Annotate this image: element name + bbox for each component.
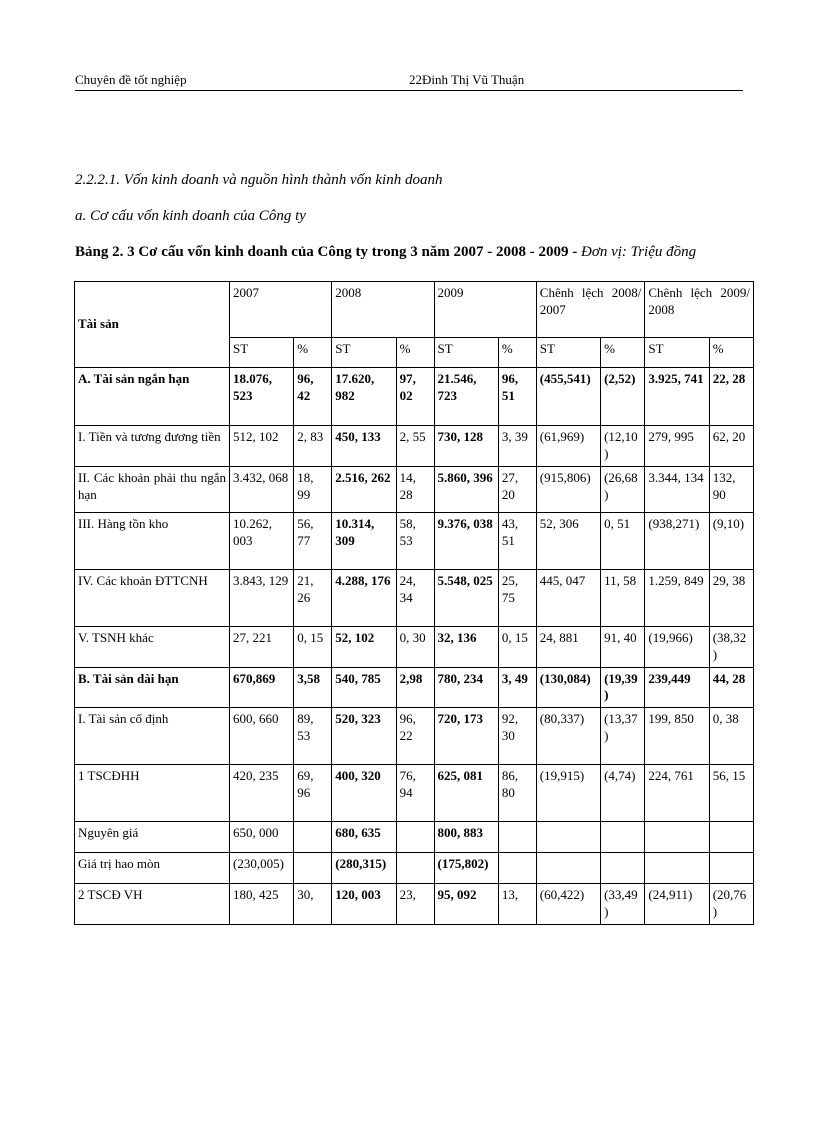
row-cell: (938,271)	[645, 512, 709, 569]
row-cell: 32, 136	[434, 626, 498, 667]
row-cell	[645, 853, 709, 884]
row-cell: (4,74)	[601, 765, 645, 822]
table-caption	[75, 244, 696, 261]
row-cell: (19,915)	[536, 765, 600, 822]
row-cell: (13,37)	[601, 708, 645, 765]
row-cell	[601, 853, 645, 884]
table-row	[75, 512, 754, 569]
row-cell: 520, 323	[332, 708, 396, 765]
row-cell: 27, 20	[498, 466, 536, 512]
row-cell: 97, 02	[396, 368, 434, 426]
row-cell	[498, 822, 536, 853]
table-row	[75, 426, 754, 467]
page-header	[75, 68, 743, 91]
row-cell: 420, 235	[229, 765, 293, 822]
section-title: 2.2.2.1. Vốn kinh doanh và nguồn hình thành vốn kinh doanh	[75, 172, 443, 188]
row-cell	[294, 853, 332, 884]
row-cell: (60,422)	[536, 884, 600, 925]
row-cell: 11, 58	[601, 569, 645, 626]
row-cell: 239,449	[645, 667, 709, 708]
row-cell: 9.376, 038	[434, 512, 498, 569]
row-cell: 13,	[498, 884, 536, 925]
row-label: V. TSNH khác	[75, 626, 230, 667]
row-label: Nguyên giá	[75, 822, 230, 853]
row-cell	[294, 822, 332, 853]
row-cell: (130,084)	[536, 667, 600, 708]
table-subheader: ST	[434, 338, 498, 368]
row-cell: 224, 761	[645, 765, 709, 822]
table-subheader: ST	[536, 338, 600, 368]
row-cell: 625, 081	[434, 765, 498, 822]
row-cell: (915,806)	[536, 466, 600, 512]
row-cell	[601, 822, 645, 853]
table-caption-unit: Đơn vị: Triệu đồng	[581, 244, 697, 260]
row-cell: 58, 53	[396, 512, 434, 569]
row-cell	[396, 822, 434, 853]
table-row	[75, 626, 754, 667]
row-cell: 3.432, 068	[229, 466, 293, 512]
row-cell: 4.288, 176	[332, 569, 396, 626]
row-cell: 56, 77	[294, 512, 332, 569]
row-cell: 86, 80	[498, 765, 536, 822]
row-label: II. Các khoản phải thu ngắn hạn	[75, 466, 230, 512]
row-cell: 23,	[396, 884, 434, 925]
table-row	[75, 569, 754, 626]
table-row	[75, 708, 754, 765]
row-cell	[645, 822, 709, 853]
table-row	[75, 822, 754, 853]
row-cell: 96, 51	[498, 368, 536, 426]
row-cell: 800, 883	[434, 822, 498, 853]
row-cell: (61,969)	[536, 426, 600, 467]
table-header-group: Chênh lệch 2008/ 2007	[536, 282, 645, 338]
row-cell: (2,52)	[601, 368, 645, 426]
header-left-text: Chuyên đề tốt nghiệp	[75, 72, 187, 87]
row-cell: 91, 40	[601, 626, 645, 667]
table-row	[75, 884, 754, 925]
table-header-asset: Tài sản	[75, 282, 230, 368]
row-cell: 2, 55	[396, 426, 434, 467]
table-row	[75, 667, 754, 708]
header-center-text: 22Đinh Thị Vũ Thuận	[409, 72, 525, 87]
row-cell: 0, 38	[709, 708, 753, 765]
row-cell: (230,005)	[229, 853, 293, 884]
table-header-group: Chênh lệch 2009/ 2008	[645, 282, 754, 338]
row-cell	[396, 853, 434, 884]
row-cell: 21.546, 723	[434, 368, 498, 426]
row-cell: 69, 96	[294, 765, 332, 822]
row-cell: (26,68)	[601, 466, 645, 512]
row-cell: 18, 99	[294, 466, 332, 512]
row-cell: (175,802)	[434, 853, 498, 884]
row-cell: 0, 15	[294, 626, 332, 667]
row-label: Giá trị hao mòn	[75, 853, 230, 884]
row-cell: 89, 53	[294, 708, 332, 765]
row-cell: 17.620, 982	[332, 368, 396, 426]
row-cell: 3.843, 129	[229, 569, 293, 626]
row-cell: 540, 785	[332, 667, 396, 708]
row-label: A. Tài sản ngắn hạn	[75, 368, 230, 426]
row-cell	[536, 822, 600, 853]
row-cell: (33,49)	[601, 884, 645, 925]
row-label: I. Tiền và tương đương tiền	[75, 426, 230, 467]
table-row	[75, 466, 754, 512]
row-cell: 22, 28	[709, 368, 753, 426]
row-label: IV. Các khoản ĐTTCNH	[75, 569, 230, 626]
row-cell: 0, 15	[498, 626, 536, 667]
row-cell: 27, 221	[229, 626, 293, 667]
table-subheader: %	[396, 338, 434, 368]
row-cell: 780, 234	[434, 667, 498, 708]
table-header-group: 2009	[434, 282, 536, 338]
table-caption-main: Bảng 2. 3 Cơ cấu vốn kinh doanh của Công ty trong 3 năm 2007 - 2008 - 2009 -	[75, 244, 578, 260]
row-cell: 2.516, 262	[332, 466, 396, 512]
row-cell: 92, 30	[498, 708, 536, 765]
row-cell: (38,32)	[709, 626, 753, 667]
row-cell: 30,	[294, 884, 332, 925]
row-cell: 24, 34	[396, 569, 434, 626]
row-cell: 720, 173	[434, 708, 498, 765]
table-row	[75, 853, 754, 884]
row-cell: 3, 49	[498, 667, 536, 708]
row-cell: 18.076, 523	[229, 368, 293, 426]
row-cell: 10.262, 003	[229, 512, 293, 569]
row-cell: 62, 20	[709, 426, 753, 467]
table-subheader: %	[294, 338, 332, 368]
row-cell: 0, 30	[396, 626, 434, 667]
row-cell: 279, 995	[645, 426, 709, 467]
row-cell: 24, 881	[536, 626, 600, 667]
table-subheader: ST	[332, 338, 396, 368]
row-cell: 1.259, 849	[645, 569, 709, 626]
row-cell: (455,541)	[536, 368, 600, 426]
row-label: B. Tài sản dài hạn	[75, 667, 230, 708]
row-cell: (20,76)	[709, 884, 753, 925]
row-cell: 132, 90	[709, 466, 753, 512]
row-cell	[536, 853, 600, 884]
row-cell: 52, 306	[536, 512, 600, 569]
row-cell: 5.860, 396	[434, 466, 498, 512]
row-label: 2 TSCĐ VH	[75, 884, 230, 925]
row-cell: (19,966)	[645, 626, 709, 667]
row-cell	[498, 853, 536, 884]
row-cell: 14, 28	[396, 466, 434, 512]
row-cell: 2,98	[396, 667, 434, 708]
row-cell: 512, 102	[229, 426, 293, 467]
row-cell: 445, 047	[536, 569, 600, 626]
row-cell: (12,10)	[601, 426, 645, 467]
row-cell: 43, 51	[498, 512, 536, 569]
table-subheader: ST	[645, 338, 709, 368]
row-cell: 120, 003	[332, 884, 396, 925]
table-row	[75, 368, 754, 426]
row-cell: 180, 425	[229, 884, 293, 925]
row-cell: 76, 94	[396, 765, 434, 822]
row-cell: 680, 635	[332, 822, 396, 853]
row-cell: 29, 38	[709, 569, 753, 626]
row-cell: 44, 28	[709, 667, 753, 708]
row-cell: 2, 83	[294, 426, 332, 467]
row-cell: 25, 75	[498, 569, 536, 626]
row-cell: 5.548, 025	[434, 569, 498, 626]
row-label: III. Hàng tồn kho	[75, 512, 230, 569]
row-cell: 650, 000	[229, 822, 293, 853]
row-cell: 96, 22	[396, 708, 434, 765]
table-row	[75, 765, 754, 822]
table-subheader: %	[709, 338, 753, 368]
row-cell: (19,39)	[601, 667, 645, 708]
table-subheader: ST	[229, 338, 293, 368]
row-cell	[709, 853, 753, 884]
row-cell: 3.925, 741	[645, 368, 709, 426]
row-label: 1 TSCĐHH	[75, 765, 230, 822]
row-cell: 450, 133	[332, 426, 396, 467]
row-cell: 3.344, 134	[645, 466, 709, 512]
row-label: I. Tài sản cố định	[75, 708, 230, 765]
subsection-title: a. Cơ cấu vốn kinh doanh của Công ty	[75, 208, 306, 224]
row-cell: 10.314, 309	[332, 512, 396, 569]
row-cell: 730, 128	[434, 426, 498, 467]
row-cell: 52, 102	[332, 626, 396, 667]
row-cell: (280,315)	[332, 853, 396, 884]
row-cell: 0, 51	[601, 512, 645, 569]
row-cell: 3,58	[294, 667, 332, 708]
row-cell: 56, 15	[709, 765, 753, 822]
row-cell: (9,10)	[709, 512, 753, 569]
row-cell: 96, 42	[294, 368, 332, 426]
row-cell: 199, 850	[645, 708, 709, 765]
row-cell: 95, 092	[434, 884, 498, 925]
table-subheader: %	[498, 338, 536, 368]
table-subheader: %	[601, 338, 645, 368]
row-cell: (24,911)	[645, 884, 709, 925]
row-cell: 21, 26	[294, 569, 332, 626]
row-cell: 670,869	[229, 667, 293, 708]
row-cell: 600, 660	[229, 708, 293, 765]
row-cell	[709, 822, 753, 853]
capital-structure-table	[74, 281, 754, 925]
row-cell: (80,337)	[536, 708, 600, 765]
row-cell: 400, 320	[332, 765, 396, 822]
table-body	[75, 368, 754, 925]
row-cell: 3, 39	[498, 426, 536, 467]
table-header-group: 2008	[332, 282, 434, 338]
table-header-row	[75, 282, 754, 338]
table-header-group: 2007	[229, 282, 331, 338]
